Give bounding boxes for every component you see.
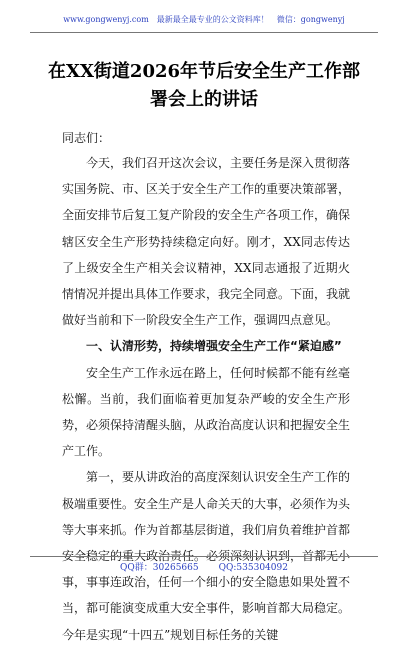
paragraph: 安全生产工作永远在路上，任何时候都不能有丝毫松懈。当前，我们面临着更加复杂严峻的安全生产形势，必须保持清醒头脑，从政治高度认识和把握安全生产工作。 xyxy=(62,365,351,459)
greeting: 同志们： xyxy=(62,131,111,145)
qq-contact-text: QQ:535304092 xyxy=(218,563,288,573)
header-divider xyxy=(30,32,378,33)
document-body xyxy=(62,150,350,648)
site-header: www.gongwenyj.com 最新最全最专业的公文资料库！ 微信：gongwenyj xyxy=(63,15,345,24)
site-footer xyxy=(0,560,408,573)
footer-divider xyxy=(30,556,378,557)
paragraph: 第一，要从讲政治的高度深刻认识安全生产工作的极端重要性。安全生产是人命关天的大事，必须作为头等大事来抓。作为首都基层街道，我们肩负着维护首都安全稳定的重大政治责任。必须深刻认识到，首都无小事，事事连政治，任何一个细小的安全隐患如果处置不当，都可能演变成重大安全事件，影响首都大局稳定。今年是实现“十四五”规划目标任务的关键 xyxy=(62,470,351,642)
paragraph-intro: 今天，我们召开这次会议，主要任务是深入贯彻落实国务院、市、区关于安全生产工作的重要决策部署，全面安排节后复工复产阶段的安全生产各项工作，确保辖区安全生产形势持续稳定向好。刚才，XX同志传达了上级安全生产相关会议精神，XX同志通报了近期火情情况并提出具体工作要求，我完全同意。下面，我就做好当前和下一阶段安全生产工作，强调四点意见。 xyxy=(62,156,351,328)
document-title: 在XX街道2026年节后安全生产工作部署会上的讲话 xyxy=(47,61,361,110)
section-heading: 一、认清形势，持续增强安全生产工作“紧迫感” xyxy=(86,339,342,354)
qq-group-text: QQ群：30265665 xyxy=(120,563,199,573)
